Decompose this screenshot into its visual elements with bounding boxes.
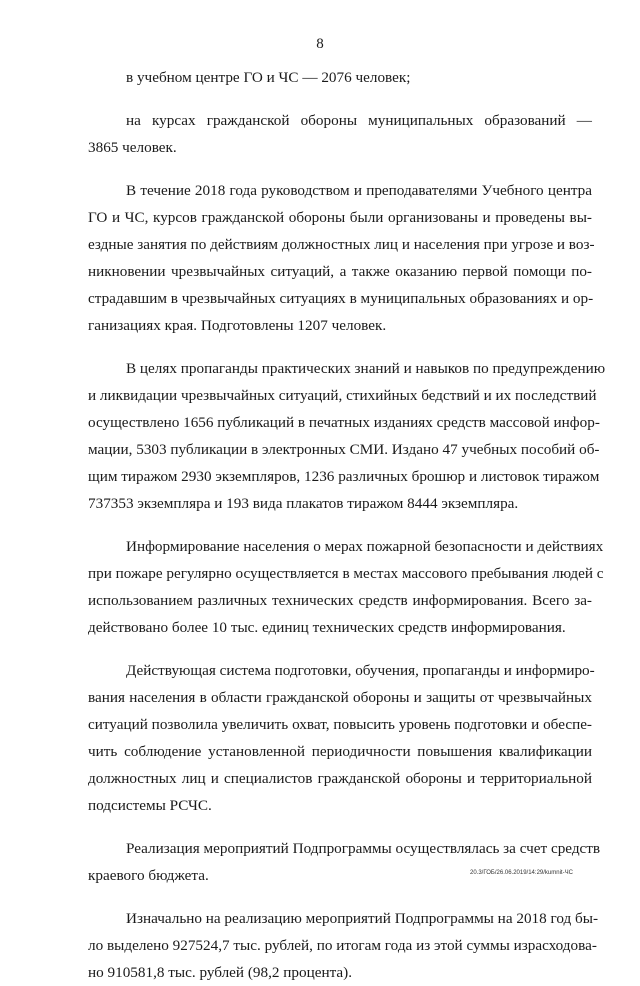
- paragraph: [88, 657, 595, 819]
- text-line: В течение 2018 года руководством и преподавателями Учебного центра: [126, 182, 592, 199]
- text-line: на курсах гражданской обороны муниципальных образований —: [126, 112, 592, 129]
- paragraph: [88, 355, 606, 517]
- paragraph-gap: [88, 889, 592, 905]
- text-line: Действующая система подготовки, обучения, пропаганды и информиро-: [126, 662, 595, 679]
- text-line: ездные занятия по действиям должностных лиц и населения при угрозе и воз-: [88, 236, 595, 253]
- text-line: ГО и ЧС, курсов гражданской обороны были организованы и проведены вы-: [88, 209, 592, 226]
- text-line: и ликвидации чрезвычайных ситуаций, стихийных бедствий и их последствий: [88, 387, 597, 404]
- paragraph-gap: [88, 517, 592, 533]
- text-line: использованием различных технических средств информирования. Всего за-: [88, 592, 592, 609]
- text-line: страдавшим в чрезвычайных ситуациях в муниципальных образованиях и ор-: [88, 290, 594, 307]
- page-number: 8: [316, 36, 324, 52]
- text-line: Реализация мероприятий Подпрограммы осуществлялась за счет средств: [126, 840, 601, 857]
- text-line: вания населения в области гражданской обороны и защиты от чрезвычайных: [88, 689, 592, 706]
- paragraph-gap: [88, 641, 592, 657]
- text-line: в учебном центре ГО и ЧС — 2076 человек;: [126, 69, 411, 86]
- text-line: 3865 человек.: [88, 139, 177, 156]
- text-line: подсистемы РСЧС.: [88, 797, 212, 814]
- document-body: [88, 64, 606, 986]
- text-line: краевого бюджета.: [88, 867, 209, 884]
- text-line: В целях пропаганды практических знаний и навыков по предупреждению: [126, 360, 606, 377]
- text-line: никновении чрезвычайных ситуаций, а также оказанию первой помощи по-: [88, 263, 592, 280]
- paragraph: [88, 905, 599, 986]
- paragraph-gap: [88, 161, 592, 177]
- text-line: чить соблюдение установленной периодичности повышения квалификации: [88, 743, 592, 760]
- paragraph: [88, 107, 592, 161]
- paragraph: [88, 533, 604, 641]
- text-line: Информирование населения о мерах пожарной безопасности и действиях: [126, 538, 604, 555]
- text-line: щим тиражом 2930 экземпляров, 1236 различных брошюр и листовок тиражом: [88, 468, 600, 485]
- text-line: осуществлено 1656 публикаций в печатных изданиях средств массовой инфор-: [88, 414, 600, 431]
- text-line: 737353 экземпляра и 193 вида плакатов тиражом 8444 экземпляра.: [88, 495, 519, 512]
- text-line: ло выделено 927524,7 тыс. рублей, по итогам года из этой суммы израсходова-: [88, 937, 597, 954]
- text-line: Изначально на реализацию мероприятий Подпрограммы на 2018 год бы-: [126, 910, 599, 927]
- paragraph-gap: [88, 339, 592, 355]
- text-line: ганизациях края. Подготовлены 1207 человек.: [88, 317, 387, 334]
- paragraph: [88, 64, 592, 91]
- text-line: должностных лиц и специалистов гражданской обороны и территориальной: [88, 770, 592, 787]
- text-line: действовано более 10 тыс. единиц технических средств информирования.: [88, 619, 566, 636]
- text-line: но 910581,8 тыс. рублей (98,2 процента).: [88, 964, 352, 981]
- text-line: при пожаре регулярно осуществляется в местах массового пребывания людей с: [88, 565, 604, 582]
- text-line: ситуаций позволила увеличить охват, повысить уровень подготовки и обеспе-: [88, 716, 592, 733]
- text-line: мации, 5303 публикации в электронных СМИ. Издано 47 учебных пособий об-: [88, 441, 600, 458]
- footer-code: 20.3/ГОБ/26.06.2019/14:29/kumnit-ЧС: [470, 870, 573, 876]
- paragraph-gap: [88, 819, 592, 835]
- paragraph-gap: [88, 91, 592, 107]
- paragraph: [88, 177, 595, 339]
- paragraph: [88, 835, 601, 889]
